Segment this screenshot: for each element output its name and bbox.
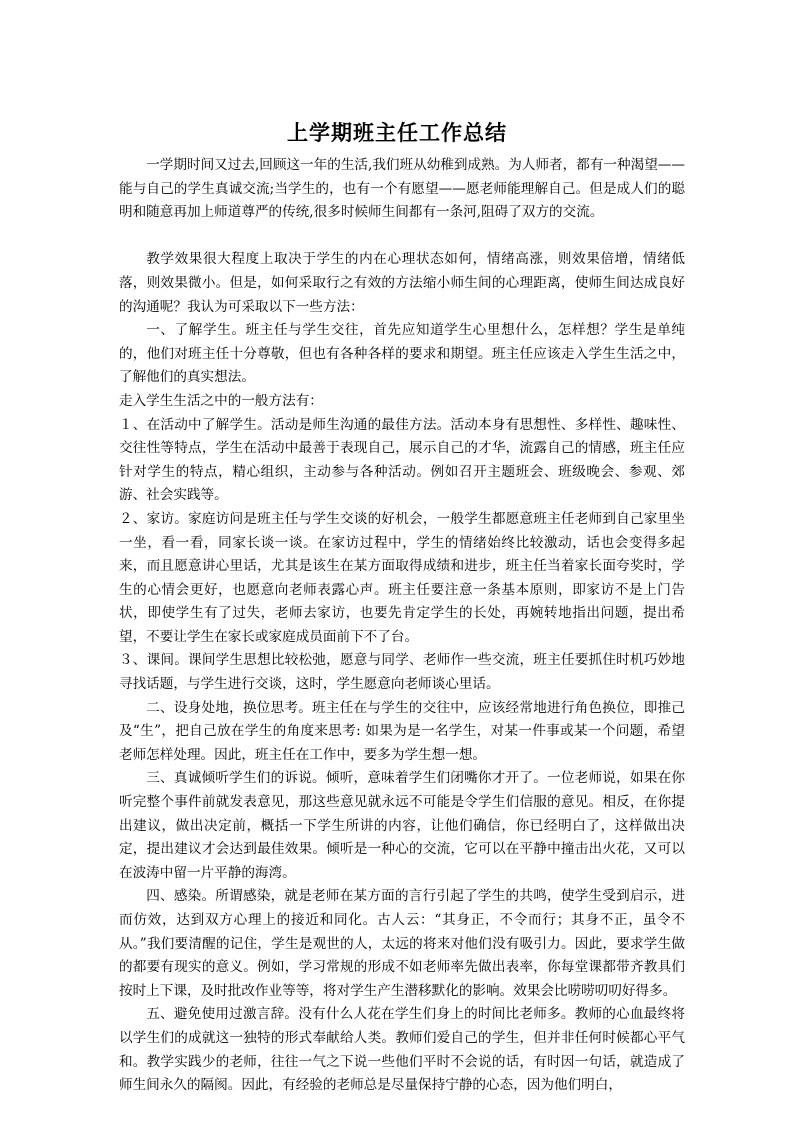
method-home-visit-paragraph: ２、家访。家庭访问是班主任与学生交谈的好机会，一般学生都愿意班主任老师到自己家里坐一坐，看一看，同家长谈一谈。在家访过程中，学生的情绪始终比较激动，话也会变得多起来，而且愿意讲心里话，尤其是该生在某方面取得成绩和进步，班主任当着家长面夸奖时，学生的心情会更好，也愿意向老师表露心声。班主任要注意一条基本原则，即家访不是上门告状，即使学生有了过失，老师去家访，也要先肯定学生的长处，再婉转地指出问题，提出希望，不要让学生在家长或家庭成员面前下不了台。 xyxy=(119,510,685,645)
document-body xyxy=(119,154,685,1098)
section-two-paragraph: 二、设身处地，换位思考。班主任在与学生的交往中，应该经常地进行角色换位，即推己及“生”，把自己放在学生的角度来思考: 如果为是一名学生，对某一件事或某一个问题，希望老师怎样处理。因此，班主任在工作中，要多为学生想一想。 xyxy=(119,699,685,763)
section-three-paragraph: 三、真诚倾听学生们的诉说。倾听，意味着学生们闭嘴你才开了。一位老师说，如果在你听完整个事件前就发表意见，那这些意见就永远不可能是令学生们信服的意见。相反，在你提出建议，做出决定前，概括一下学生所讲的内容，让他们确信，你已经明白了，这样做出决定，提出建议才会达到最佳效果。倾听是一种心的交流，它可以在平静中撞击出火花，又可以在波涛中留一片平静的海湾。 xyxy=(119,770,685,881)
method-activity-paragraph: １、在活动中了解学生。活动是师生沟通的最佳方法。活动本身有思想性、多样性、趣味性、交往性等特点，学生在活动中最善于表现自己，展示自己的才华，流露自己的情感，班主任应针对学生的特点，精心组织，主动参与各种活动。例如召开主题班会、班级晚会、参观、郊游、社会实践等。 xyxy=(119,416,685,504)
method-break-time-paragraph: ３、课间。课间学生思想比较松弛，愿意与同学、老师作一些交流，班主任要抓住时机巧妙地寻找话题，与学生进行交谈，这时，学生愿意向老师谈心里话。 xyxy=(119,652,685,693)
page-title: 上学期班主任工作总结 xyxy=(287,120,507,146)
section-five-paragraph: 五、避免使用过激言辞。没有什么人花在学生们身上的时间比老师多。教师的心血最终将以学生们的成就这一独特的形式奉献给人类。教师们爱自己的学生，但并非任何时候都心平气和。教学实践少的老师，往往一气之下说一些他们平时不会说的话，有时因一句话，就造成了师生间永久的隔阂。因此，有经验的老师总是尽量保持宁静的心态，因为他们明白， xyxy=(119,1006,685,1094)
methods-intro-paragraph: 教学效果很大程度上取决于学生的内在心理状态如何，情绪高涨，则效果倍增，情绪低落，则效果微小。但是，如何采取行之有效的方法缩小师生间的心理距离，使师生间达成良好的沟通呢？我认为可采取以下一些方法： xyxy=(119,251,685,315)
intro-paragraph: 一学期时间又过去,回顾这一年的生活,我们班从幼稚到成熟。为人师者，都有一种渴望——能与自己的学生真诚交流;当学生的，也有一个有愿望——愿老师能理解自己。但是成人们的聪明和随意再加上师道尊严的传统,很多时候师生间都有一条河,阻碍了双方的交流。 xyxy=(119,157,685,221)
general-methods-heading: 走入学生生活之中的一般方法有： xyxy=(119,392,323,409)
section-four-paragraph: 四、感染。所谓感染，就是老师在某方面的言行引起了学生的共鸣，使学生受到启示，进而仿效，达到双方心理上的接近和同化。古人云：“其身正，不令而行；其身不正，虽令不从。”我们要清醒的记住，学生是观世的人，太远的将来对他们没有吸引力。因此，要求学生做的都要有现实的意义。例如，学习常规的形成不如老师率先做出表率，你每堂课都带齐教具们按时上下课，及时批改作业等等，将对学生产生潜移默化的影响。效果会比唠唠叨叨好得多。 xyxy=(119,888,685,999)
section-one-paragraph: 一、了解学生。班主任与学生交往，首先应知道学生心里想什么，怎样想？学生是单纯的，他们对班主任十分尊敬，但也有各种各样的要求和期望。班主任应该走入学生生活之中，了解他们的真实想法。 xyxy=(119,322,685,386)
paragraph-spacer xyxy=(119,225,685,249)
